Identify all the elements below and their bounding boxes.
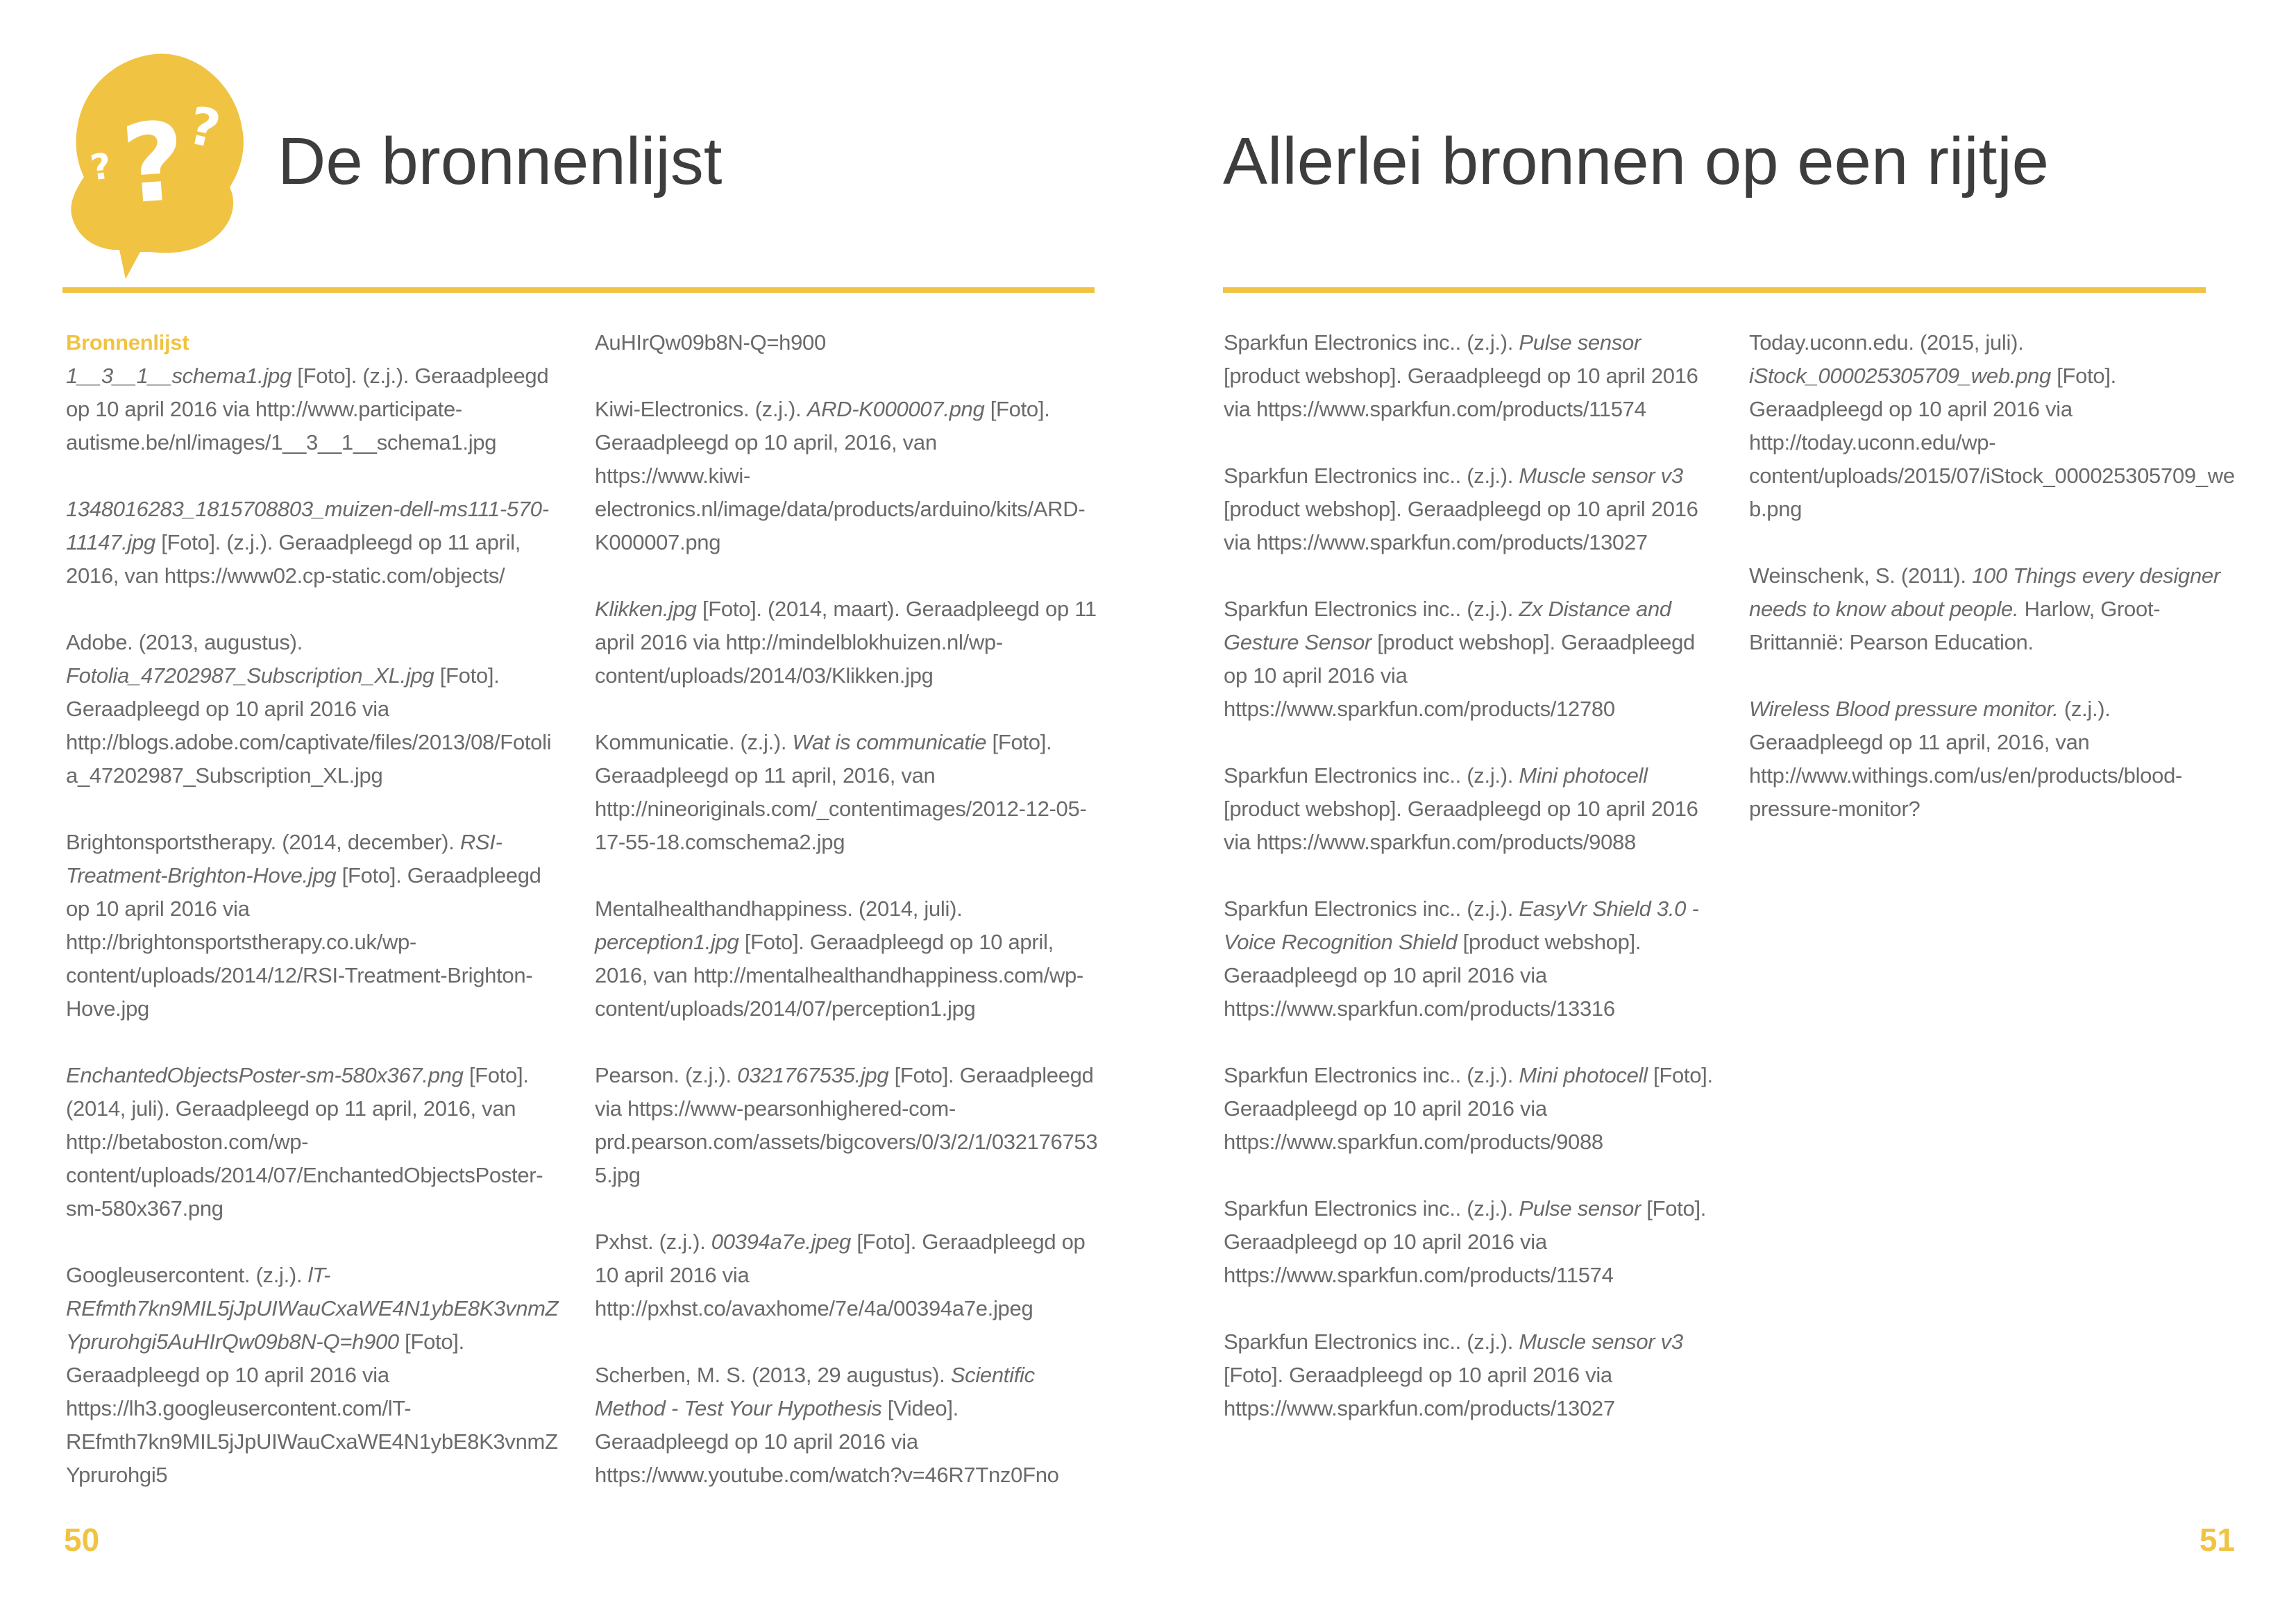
reference-text: Kiwi-Electronics. (z.j.).	[595, 397, 807, 421]
reference-entry	[66, 1059, 562, 1225]
reference-title: perception1.jpg	[595, 930, 739, 954]
reference-text: Sparkfun Electronics inc.. (z.j.).	[1224, 1196, 1519, 1221]
reference-text: [product webshop]. Geraadpleegd op 10 april 2016 via https://www.sparkfun.com/products/9088	[1224, 797, 1698, 854]
reference-title: EnchantedObjectsPoster-sm-580x367.png	[66, 1063, 464, 1087]
reference-title: Zx Distance and Gesture Sensor	[1224, 597, 1671, 654]
references-column-4	[1749, 326, 2238, 859]
reference-text: Googleusercontent. (z.j.).	[66, 1263, 308, 1287]
divider-rule-right	[1223, 287, 2206, 293]
reference-entry	[595, 892, 1098, 1026]
reference-title: 0321767535.jpg	[737, 1063, 889, 1087]
reference-text: [Foto]. Geraadpleegd op 10 april 2016 via https://lh3.googleusercontent.com/lT-REfmth7kn9MIL5jJpUIWauCxaWE4N1ybE8K3vnmZYprurohgi5	[66, 1329, 558, 1487]
reference-text: [product webshop]. Geraadpleegd op 10 april 2016 via https://www.sparkfun.com/products/11574	[1224, 364, 1698, 421]
reference-text: [Foto]. Geraadpleegd op 10 april, 2016, van http://mentalhealthandhappiness.com/wp-content/uploads/2014/07/perception1.jpg	[595, 930, 1083, 1021]
reference-text: [Foto]. (2014, maart). Geraadpleegd op 11 april 2016 via http://mindelblokhuizen.nl/wp-content/uploads/2014/03/Klikken.jpg	[595, 597, 1097, 688]
reference-text: Today.uconn.edu. (2015, juli).	[1749, 330, 2024, 355]
reference-entry	[595, 726, 1098, 859]
references-column-3	[1224, 326, 1720, 1459]
reference-text: [product webshop]. Geraadpleegd op 10 april 2016 via https://www.sparkfun.com/products/13316	[1224, 930, 1641, 1021]
reference-title: 1348016283_1815708803_muizen-dell-ms111-570-11147.jpg	[66, 497, 549, 554]
svg-text:?: ?	[117, 98, 189, 228]
reference-text: Scherben, M. S. (2013, 29 augustus).	[595, 1363, 951, 1387]
reference-entry	[66, 626, 562, 792]
reference-text: [Foto]. (z.j.). Geraadpleegd op 10 april 2016 via http://www.participate-autisme.be/nl/images/1__3__1__schema1.jpg	[66, 364, 549, 454]
reference-text: [Foto]. Geraadpleegd op 10 april, 2016, van https://www.kiwi-electronics.nl/image/data/products/arduino/kits/ARD-K000007.png	[595, 397, 1086, 554]
reference-entry	[1749, 326, 2238, 526]
reference-entry	[595, 393, 1098, 559]
reference-entry	[595, 1059, 1098, 1192]
reference-title: Pulse sensor	[1519, 330, 1641, 355]
reference-text: Sparkfun Electronics inc.. (z.j.).	[1224, 597, 1519, 621]
reference-text: [Foto]. Geraadpleegd op 10 april 2016 via https://www.sparkfun.com/products/13027	[1224, 1363, 1615, 1420]
reference-text: [Foto]. Geraadpleegd op 10 april 2016 via http://brightonsportstherapy.co.uk/wp-content/uploads/2014/12/RSI-Treatment-Brighton-Hove.jpg	[66, 863, 541, 1021]
reference-title: Mini photocell	[1519, 1063, 1648, 1087]
reference-title: EasyVr Shield 3.0 - Voice Recognition Shield	[1224, 897, 1699, 954]
reference-entry	[595, 593, 1098, 692]
reference-title: Fotolia_47202987_Subscription_XL.jpg	[66, 663, 434, 688]
reference-text: [Foto]. Geraadpleegd op 11 april, 2016, van http://nineoriginals.com/_contentimages/2012-12-05-17-55-18.comschema2.jpg	[595, 730, 1087, 854]
page-number-left: 50	[64, 1522, 100, 1558]
reference-title: 1__3__1__schema1.jpg	[66, 364, 292, 388]
reference-title: Klikken.jpg	[595, 597, 697, 621]
reference-text: Mentalhealthandhappiness. (2014, juli).	[595, 897, 963, 921]
reference-entry	[66, 1259, 562, 1492]
svg-text:?: ?	[183, 94, 226, 161]
reference-entry	[595, 1359, 1098, 1492]
reference-text: Sparkfun Electronics inc.. (z.j.).	[1224, 330, 1519, 355]
reference-entry	[1224, 1192, 1720, 1292]
reference-text: [Foto]. Geraadpleegd op 10 april 2016 via http://pxhst.co/avaxhome/7e/4a/00394a7e.jpeg	[595, 1230, 1086, 1320]
reference-text: Pearson. (z.j.).	[595, 1063, 738, 1087]
reference-title: lT-REfmth7kn9MIL5jJpUIWauCxaWE4N1ybE8K3vnmZYprurohgi5AuHIrQw09b8N-Q=h900	[66, 1263, 559, 1354]
reference-text: Sparkfun Electronics inc.. (z.j.).	[1224, 897, 1519, 921]
section-header: Bronnenlijst	[66, 330, 189, 355]
reference-entry	[1749, 692, 2238, 826]
reference-text: [Foto]. (z.j.). Geraadpleegd op 11 april, 2016, van https://www02.cp-static.com/objects/	[66, 530, 521, 588]
svg-text:?: ?	[87, 146, 115, 189]
reference-entry	[1224, 892, 1720, 1026]
reference-title: ARD-K000007.png	[807, 397, 985, 421]
reference-text: [Foto]. Geraadpleegd via https://www-pearsonhighered-com-prd.pearson.com/assets/bigcovers/0/3/2/1/0321767535.jpg	[595, 1063, 1098, 1187]
reference-entry	[66, 826, 562, 1026]
reference-entry	[66, 493, 562, 593]
references-column-1	[66, 326, 562, 1525]
reference-entry	[1224, 1325, 1720, 1425]
reference-entry	[595, 326, 1098, 359]
reference-text: Sparkfun Electronics inc.. (z.j.).	[1224, 1329, 1519, 1354]
page-title-right: Allerlei bronnen op een rijtje	[1223, 124, 2050, 198]
reference-list-1	[66, 359, 562, 1492]
reference-entry	[66, 359, 562, 459]
reference-text: (z.j.). Geraadpleegd op 11 april, 2016, van http://www.withings.com/us/en/products/blood-pressure-monitor?	[1749, 697, 2183, 821]
reference-text: Sparkfun Electronics inc.. (z.j.).	[1224, 464, 1519, 488]
reference-entry	[1749, 559, 2238, 659]
reference-title: RSI-Treatment-Brighton-Hove.jpg	[66, 830, 503, 887]
reference-entry	[595, 1225, 1098, 1325]
reference-entry	[1224, 459, 1720, 559]
reference-title: Pulse sensor	[1519, 1196, 1641, 1221]
reference-title: iStock_000025305709_web.png	[1749, 364, 2051, 388]
reference-text: [Foto]. Geraadpleegd op 10 april 2016 via https://www.sparkfun.com/products/11574	[1224, 1196, 1707, 1287]
reference-text: [Video]. Geraadpleegd op 10 april 2016 via https://www.youtube.com/watch?v=46R7Tnz0Fno	[595, 1396, 1059, 1487]
reference-text: Weinschenk, S. (2011).	[1749, 563, 1973, 588]
page-number-right: 51	[2199, 1522, 2235, 1558]
reference-text: [Foto]. (2014, juli). Geraadpleegd op 11 april, 2016, van http://betaboston.com/wp-content/uploads/2014/07/EnchantedObjectsPoster-sm-580x367.png	[66, 1063, 543, 1221]
reference-text: Pxhst. (z.j.).	[595, 1230, 711, 1254]
reference-text: [Foto]. Geraadpleegd op 10 april 2016 via http://today.uconn.edu/wp-content/uploads/2015/07/iStock_000025305709_web.png	[1749, 364, 2235, 521]
reference-text: Harlow, Groot-Brittannië: Pearson Education.	[1749, 597, 2161, 654]
reference-text: [product webshop]. Geraadpleegd op 10 april 2016 via https://www.sparkfun.com/products/13027	[1224, 497, 1698, 554]
reference-entry	[1224, 759, 1720, 859]
reference-text: [Foto]. Geraadpleegd op 10 april 2016 via https://www.sparkfun.com/products/9088	[1224, 1063, 1713, 1154]
references-column-2	[595, 326, 1098, 1525]
reference-title: 100 Things every designer needs to know about people.	[1749, 563, 2220, 621]
reference-title: Mini photocell	[1519, 763, 1648, 788]
reference-entry	[1224, 1059, 1720, 1159]
reference-title: 00394a7e.jpeg	[711, 1230, 851, 1254]
reference-text: [product webshop]. Geraadpleegd op 10 april 2016 via https://www.sparkfun.com/products/12780	[1224, 630, 1695, 721]
reference-text: Adobe. (2013, augustus).	[66, 630, 303, 654]
reference-title: Wat is communicatie	[792, 730, 987, 754]
question-head-icon	[59, 50, 267, 279]
reference-title: Wireless Blood pressure monitor.	[1749, 697, 2059, 721]
reference-text: Brightonsportstherapy. (2014, december).	[66, 830, 460, 854]
reference-entry	[1224, 593, 1720, 726]
reference-entry	[1224, 326, 1720, 426]
reference-text: Kommunicatie. (z.j.).	[595, 730, 793, 754]
reference-text: [Foto]. Geraadpleegd op 10 april 2016 via http://blogs.adobe.com/captivate/files/2013/08/Fotolia_47202987_Subscription_XL.jpg	[66, 663, 552, 788]
reference-title: Scientific Method - Test Your Hypothesis	[595, 1363, 1035, 1420]
reference-text: Sparkfun Electronics inc.. (z.j.).	[1224, 763, 1519, 788]
reference-title: Muscle sensor v3	[1519, 1329, 1683, 1354]
reference-text: Sparkfun Electronics inc.. (z.j.).	[1224, 1063, 1519, 1087]
divider-rule-left	[62, 287, 1095, 293]
reference-title: Muscle sensor v3	[1519, 464, 1683, 488]
page-title-left: De bronnenlijst	[278, 124, 723, 198]
reference-text: AuHIrQw09b8N-Q=h900	[595, 330, 826, 355]
